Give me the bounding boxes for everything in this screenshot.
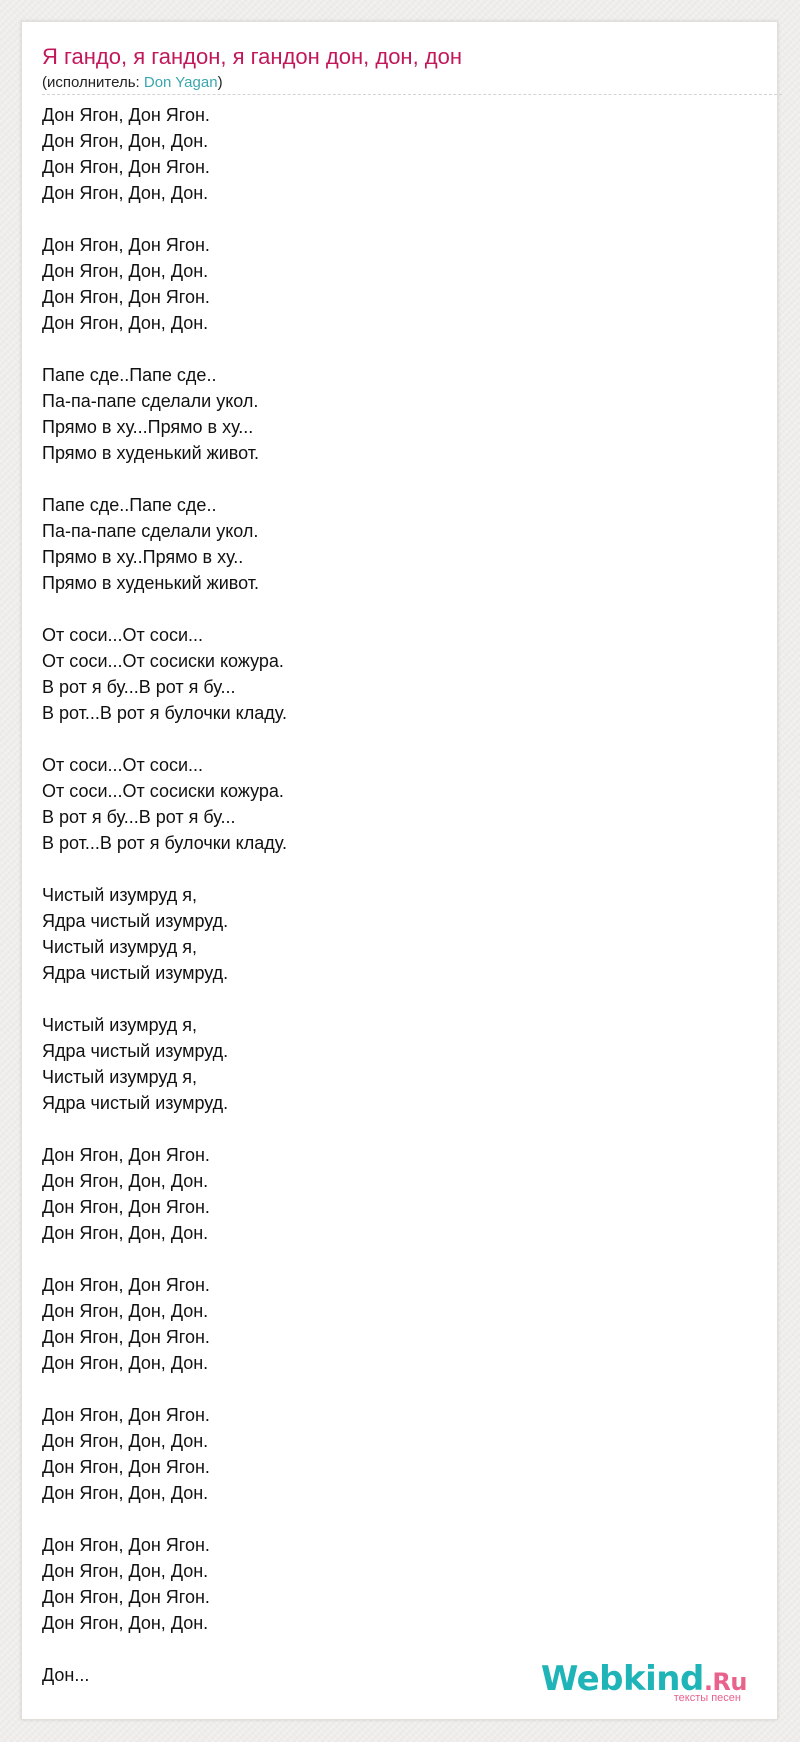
logo-domain-suffix: .Ru (703, 1668, 747, 1696)
lyric-line: Дон Ягон, Дон, Дон. (42, 1353, 209, 1373)
lyric-line: От соси...От сосиски кожура. (42, 781, 284, 801)
lyrics-stanza (42, 752, 762, 856)
lyrics-text (42, 102, 762, 1714)
artist-line (42, 74, 223, 92)
lyric-line: Чистый изумруд я, (42, 885, 198, 905)
lyric-line: Дон Ягон, Дон Ягон. (42, 1535, 210, 1555)
lyric-line: Прямо в ху..Прямо в ху.. (42, 547, 244, 567)
lyric-line: Дон Ягон, Дон Ягон. (42, 105, 210, 125)
lyric-line: Дон... (42, 1665, 90, 1685)
logo-brand: Webkind (540, 1659, 704, 1699)
lyric-line: Дон Ягон, Дон, Дон. (42, 183, 209, 203)
lyric-line: Дон Ягон, Дон, Дон. (42, 1561, 209, 1581)
lyric-line: В рот я бу...В рот я бу... (42, 807, 236, 827)
song-title: Я гандо, я гандон, я гандон дон, дон, дон (42, 44, 463, 69)
lyric-line: Дон Ягон, Дон, Дон. (42, 1483, 209, 1503)
site-watermark (540, 1659, 747, 1704)
artist-link[interactable]: Don Yagan (143, 74, 218, 91)
lyric-line: Прямо в худенький живот. (42, 573, 259, 593)
lyric-line: Дон Ягон, Дон Ягон. (42, 287, 210, 307)
title-divider (42, 94, 782, 95)
lyrics-stanza (42, 622, 762, 726)
lyric-line: Дон Ягон, Дон Ягон. (42, 1587, 210, 1607)
lyrics-stanza (42, 882, 762, 986)
lyric-line: Дон Ягон, Дон, Дон. (42, 1223, 209, 1243)
lyrics-stanza (42, 232, 762, 336)
lyrics-stanza (42, 492, 762, 596)
lyric-line: Чистый изумруд я, (42, 1015, 198, 1035)
lyric-line: Дон Ягон, Дон, Дон. (42, 261, 209, 281)
artist-prefix: (исполнитель: (42, 74, 144, 91)
lyric-line: Дон Ягон, Дон, Дон. (42, 313, 209, 333)
lyric-line: Прямо в ху...Прямо в ху... (42, 417, 254, 437)
lyrics-stanza (42, 1402, 762, 1506)
lyrics-stanza (42, 1012, 762, 1116)
lyric-line: От соси...От соси... (42, 625, 204, 645)
lyric-line: Дон Ягон, Дон Ягон. (42, 1197, 210, 1217)
lyric-line: Ядра чистый изумруд. (42, 911, 229, 931)
lyric-line: Дон Ягон, Дон Ягон. (42, 1145, 210, 1165)
lyric-line: Па-па-папе сделали укол. (42, 391, 259, 411)
lyric-line: Ядра чистый изумруд. (42, 1041, 229, 1061)
lyric-line: Папе сде..Папе сде.. (42, 495, 217, 515)
lyrics-card (21, 21, 778, 1720)
lyrics-stanza (42, 102, 762, 206)
lyric-line: В рот...В рот я булочки кладу. (42, 833, 287, 853)
lyric-line: Дон Ягон, Дон, Дон. (42, 131, 209, 151)
lyric-line: Ядра чистый изумруд. (42, 1093, 229, 1113)
logo-tagline: тексты песен (673, 1692, 741, 1704)
lyric-line: От соси...От сосиски кожура. (42, 651, 284, 671)
lyric-line: Дон Ягон, Дон, Дон. (42, 1613, 209, 1633)
lyric-line: Дон Ягон, Дон Ягон. (42, 235, 210, 255)
lyric-line: Па-па-папе сделали укол. (42, 521, 259, 541)
lyric-line: Дон Ягон, Дон Ягон. (42, 1275, 210, 1295)
lyric-line: Дон Ягон, Дон Ягон. (42, 1327, 210, 1347)
lyric-line: Ядра чистый изумруд. (42, 963, 229, 983)
lyric-line: Дон Ягон, Дон Ягон. (42, 1457, 210, 1477)
lyrics-stanza (42, 1532, 762, 1636)
lyric-line: В рот...В рот я булочки кладу. (42, 703, 287, 723)
lyric-line: Чистый изумруд я, (42, 1067, 198, 1087)
artist-suffix: ) (217, 74, 223, 91)
lyric-line: Дон Ягон, Дон Ягон. (42, 157, 210, 177)
lyric-line: Папе сде..Папе сде.. (42, 365, 217, 385)
lyrics-stanza (42, 1272, 762, 1376)
lyric-line: Дон Ягон, Дон, Дон. (42, 1301, 209, 1321)
lyrics-stanza (42, 1142, 762, 1246)
lyric-line: Чистый изумруд я, (42, 937, 198, 957)
lyric-line: Дон Ягон, Дон Ягон. (42, 1405, 210, 1425)
lyric-line: От соси...От соси... (42, 755, 204, 775)
lyrics-stanza (42, 362, 762, 466)
lyric-line: Прямо в худенький живот. (42, 443, 259, 463)
lyric-line: В рот я бу...В рот я бу... (42, 677, 236, 697)
lyric-line: Дон Ягон, Дон, Дон. (42, 1431, 209, 1451)
lyric-line: Дон Ягон, Дон, Дон. (42, 1171, 209, 1191)
